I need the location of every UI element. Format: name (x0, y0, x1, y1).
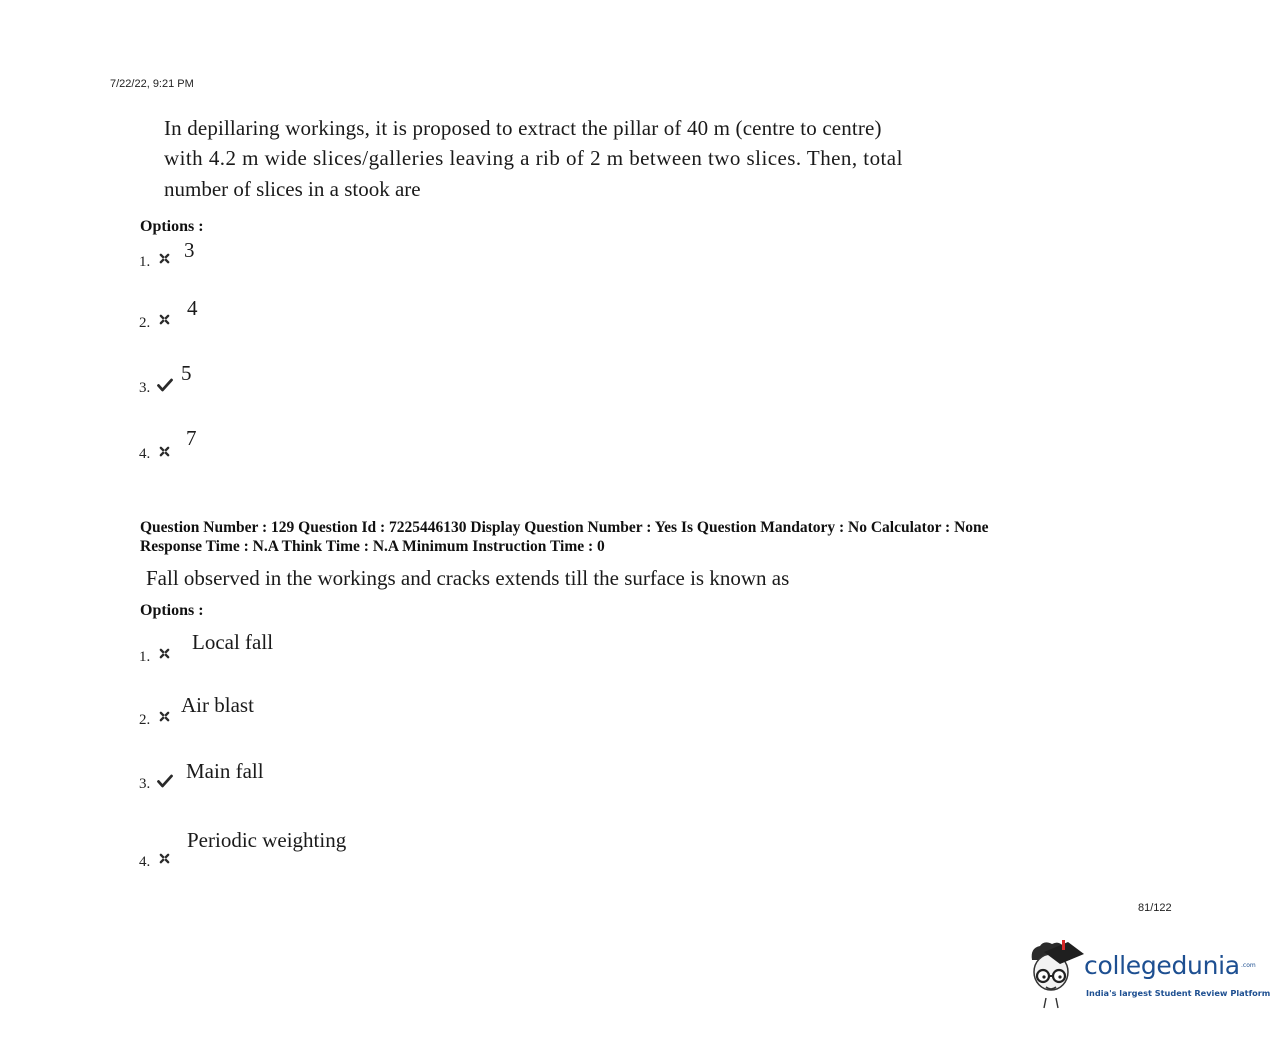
question-2-option-2-value: Air blast (181, 693, 254, 717)
cross-mark-icon (159, 314, 170, 325)
cross-mark-icon (159, 853, 170, 864)
question-1-option-1-value: 3 (184, 238, 195, 262)
question-2-option-4-number: 4. (139, 854, 151, 870)
question-1-text-line-1: In depillaring workings, it is proposed to extract the pillar of 40 m (centre to centre) (164, 116, 882, 140)
question-1-option-2-number: 2. (139, 315, 151, 331)
question-2-option-3-number: 3. (139, 776, 151, 792)
question-1-option-2-value: 4 (187, 296, 198, 320)
question-1-text-line-3: number of slices in a stook are (164, 177, 421, 201)
collegedunia-wordmark: collegedunia (1084, 951, 1240, 980)
check-mark-icon (157, 774, 173, 788)
question-1-option-1-number: 1. (139, 254, 151, 270)
collegedunia-mascot-icon (1024, 938, 1084, 1010)
collegedunia-domain-suffix: .com (1241, 962, 1256, 969)
question-2-option-4-value: Periodic weighting (187, 828, 347, 852)
question-1-option-4-number: 4. (139, 446, 151, 462)
question-2-option-2-number: 2. (139, 712, 151, 728)
cross-mark-icon (159, 253, 170, 264)
question-2-option-1-value: Local fall (192, 630, 274, 654)
print-timestamp: 7/22/22, 9:21 PM (110, 78, 194, 90)
question-1-options-label: Options : (140, 218, 204, 235)
question-2-option-3-value: Main fall (186, 759, 264, 783)
question-2-options-label: Options : (140, 602, 204, 619)
question-2-option-1-number: 1. (139, 649, 151, 665)
cross-mark-icon (159, 446, 170, 457)
cross-mark-icon (159, 648, 170, 659)
question-2-meta-line-2: Response Time : N.A Think Time : N.A Minimum Instruction Time : 0 (140, 538, 605, 555)
question-1-option-4-value: 7 (186, 426, 197, 450)
check-mark-icon (157, 378, 173, 392)
collegedunia-tagline: India's largest Student Review Platform (1086, 988, 1271, 998)
question-1-text-line-2: with 4.2 m wide slices/galleries leaving a rib of 2 m between two slices. Then, total (164, 146, 903, 170)
question-2-text: Fall observed in the workings and cracks extends till the surface is known as (146, 566, 790, 590)
question-1-option-3-value: 5 (181, 361, 192, 385)
page-number: 81/122 (1138, 902, 1172, 914)
question-2-meta-line-1: Question Number : 129 Question Id : 7225446130 Display Question Number : Yes Is Question Mandatory : No Calculator : None (140, 519, 989, 536)
question-1-option-3-number: 3. (139, 380, 151, 396)
cross-mark-icon (159, 711, 170, 722)
